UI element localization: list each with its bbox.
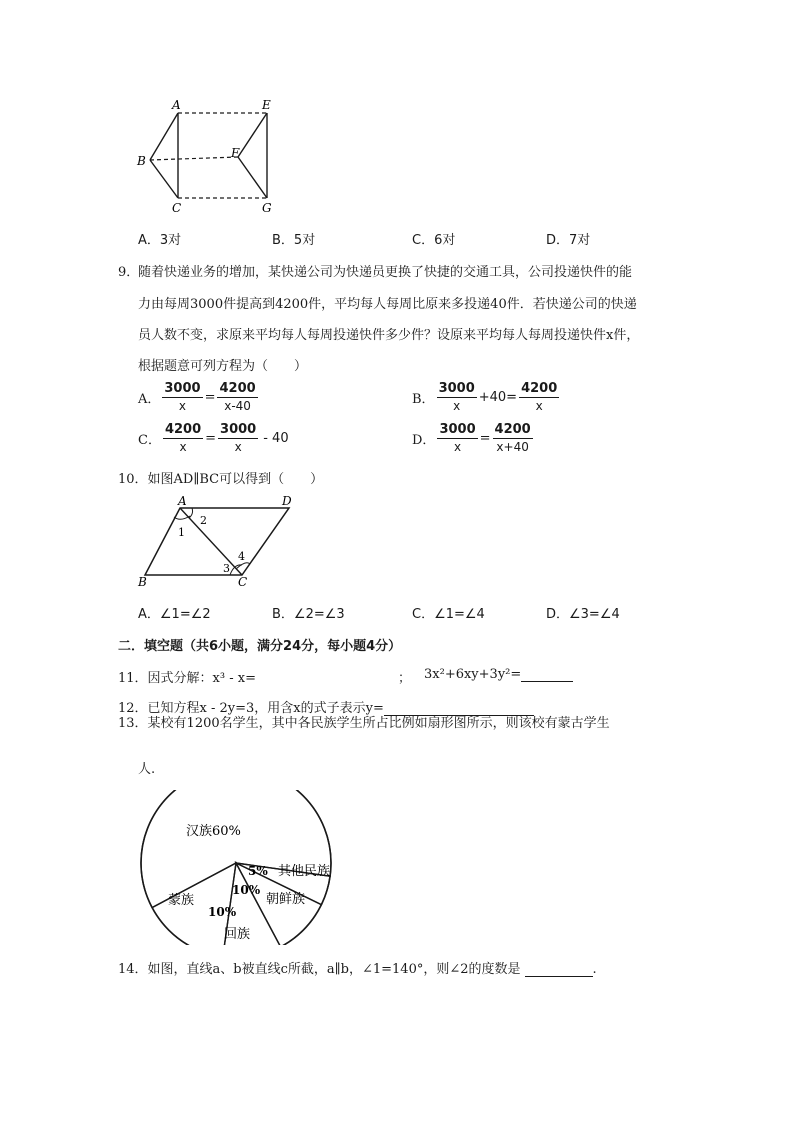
numerator: 3000 [164, 381, 201, 396]
denominator: x+40 [496, 440, 529, 454]
q13-pie-chart [136, 790, 351, 945]
label-d: D [282, 494, 292, 508]
denominator: x [234, 440, 242, 454]
angle-label-1: 1 [178, 526, 185, 539]
label-a: A [178, 494, 187, 508]
minus-forty: - 40 [263, 431, 289, 446]
angle-label-2: 2 [200, 514, 207, 527]
q10-text: 10．如图AD∥BC可以得到（ ） [118, 472, 324, 487]
q9-option-a [138, 381, 260, 414]
q8-option-d: D．7对 [546, 233, 591, 248]
q9-a-right-fraction [217, 381, 257, 414]
parallelogram-abcd [145, 508, 289, 575]
q9-number: 9． [118, 265, 140, 280]
numerator: 4200 [521, 381, 558, 396]
label-e: E [262, 98, 271, 112]
label-other-pct: 5% [248, 864, 268, 878]
q9-option-c [138, 422, 289, 455]
denominator: x [453, 399, 461, 413]
q10-option-c: C．∠1=∠4 [412, 607, 485, 622]
edge-bc [150, 160, 178, 198]
q11-expression [424, 667, 573, 682]
denominator: x-40 [224, 399, 251, 413]
edge-fg [238, 157, 267, 198]
q9-line-1: 随着快递业务的增加，某快递公司为快递员更换了快捷的交通工具，公司投递快件的能 [138, 265, 633, 280]
dash-bf [150, 157, 238, 160]
q9-c-right-fraction [218, 422, 258, 455]
q8-figure [130, 95, 290, 220]
q14-stem: 14．如图，直线a、b被直线c所截，a∥b，∠1=140°，则∠2的度数是 [118, 962, 521, 977]
angle-label-4: 4 [238, 550, 245, 563]
denominator: x [178, 399, 187, 413]
numerator: 3000 [438, 381, 475, 396]
equals-sign: = [204, 390, 216, 405]
label-b: B [137, 154, 146, 168]
denominator: x [453, 440, 462, 454]
label-g: G [262, 201, 272, 215]
edge-ef [238, 113, 267, 157]
q13-tail: 人. [138, 762, 156, 777]
q9-line-4: 根据题意可列方程为（ ） [138, 359, 308, 374]
q8-option-c: C．6对 [412, 233, 456, 248]
label-hui-pct: 10% [208, 905, 237, 919]
q9-b-right-fraction [519, 381, 559, 414]
equals-sign: = [479, 431, 491, 446]
q9-line-2: 力由每周3000件提高到4200件，平均每人每周比原来多投递40件．若快递公司的快递 [138, 297, 637, 312]
q10-option-a: A．∠1=∠2 [138, 607, 211, 622]
q13-text: 13．某校有1200名学生，其中各民族学生所占比例如扇形图所示，则该校有蒙古学生 [118, 716, 610, 731]
q10-option-d: D．∠3=∠4 [546, 607, 620, 622]
q14-text [118, 958, 597, 977]
label-chaoxian-name: 朝鲜族 [266, 892, 306, 907]
q12-stem: 12．已知方程x - 2y=3，用含x的式子表示y= [118, 701, 384, 716]
q14-answer-blank [525, 962, 593, 977]
denominator: x [535, 399, 543, 413]
angle-label-3: 3 [223, 562, 230, 575]
q11-separator: ； [398, 671, 412, 686]
numerator: 4200 [164, 422, 202, 437]
label-f: F [231, 146, 240, 160]
q9-b-left-fraction [437, 381, 477, 414]
q9-a-letter: A． [138, 392, 161, 407]
label-chaoxian-pct: 10% [232, 883, 261, 897]
q8-option-b: B．5对 [272, 233, 316, 248]
q11-expr-text: 3x²+6xy+3y²= [424, 667, 522, 682]
q9-b-letter: B． [412, 392, 435, 407]
numerator: 4200 [219, 381, 256, 396]
numerator: 3000 [220, 422, 257, 437]
label-c: C [172, 201, 182, 215]
q9-c-letter: C． [138, 433, 161, 448]
q9-a-left-fraction [162, 381, 202, 414]
label-han: 汉族60% [186, 824, 241, 839]
section-2-header: 二．填空题（共6小题，满分24分，每小题4分） [118, 639, 402, 654]
label-other-name: 其他民族 [278, 864, 331, 879]
q8-option-a: A．3对 [138, 233, 182, 248]
q9-d-left-fraction [437, 422, 477, 455]
q11-text: 11．因式分解：x³ - x= [118, 671, 256, 686]
q14-period: . [592, 962, 597, 977]
label-hui-name: 回族 [224, 927, 251, 942]
plus-forty-equals: +40= [478, 390, 518, 405]
q9-d-letter: D． [412, 433, 436, 448]
q9-c-left-fraction [163, 422, 203, 455]
q9-option-d [412, 422, 535, 455]
q11-answer-blank [521, 667, 573, 682]
numerator: 3000 [439, 422, 476, 437]
denominator: x [179, 440, 187, 454]
q10-figure [134, 494, 304, 590]
q10-option-b: B．∠2=∠3 [272, 607, 345, 622]
label-b: B [138, 575, 147, 589]
equals-sign: = [205, 431, 217, 446]
label-c: C [238, 575, 248, 589]
numerator: 4200 [494, 422, 531, 437]
label-a: A [172, 98, 181, 112]
q9-d-right-fraction [493, 422, 533, 455]
edge-ab [150, 113, 178, 160]
label-meng: 蒙族 [168, 893, 195, 908]
q9-option-b [412, 381, 561, 414]
q9-line-3: 员人数不变，求原来平均每人每周投递快件多少件？设原来平均每人每周投递快件x件， [138, 328, 640, 343]
